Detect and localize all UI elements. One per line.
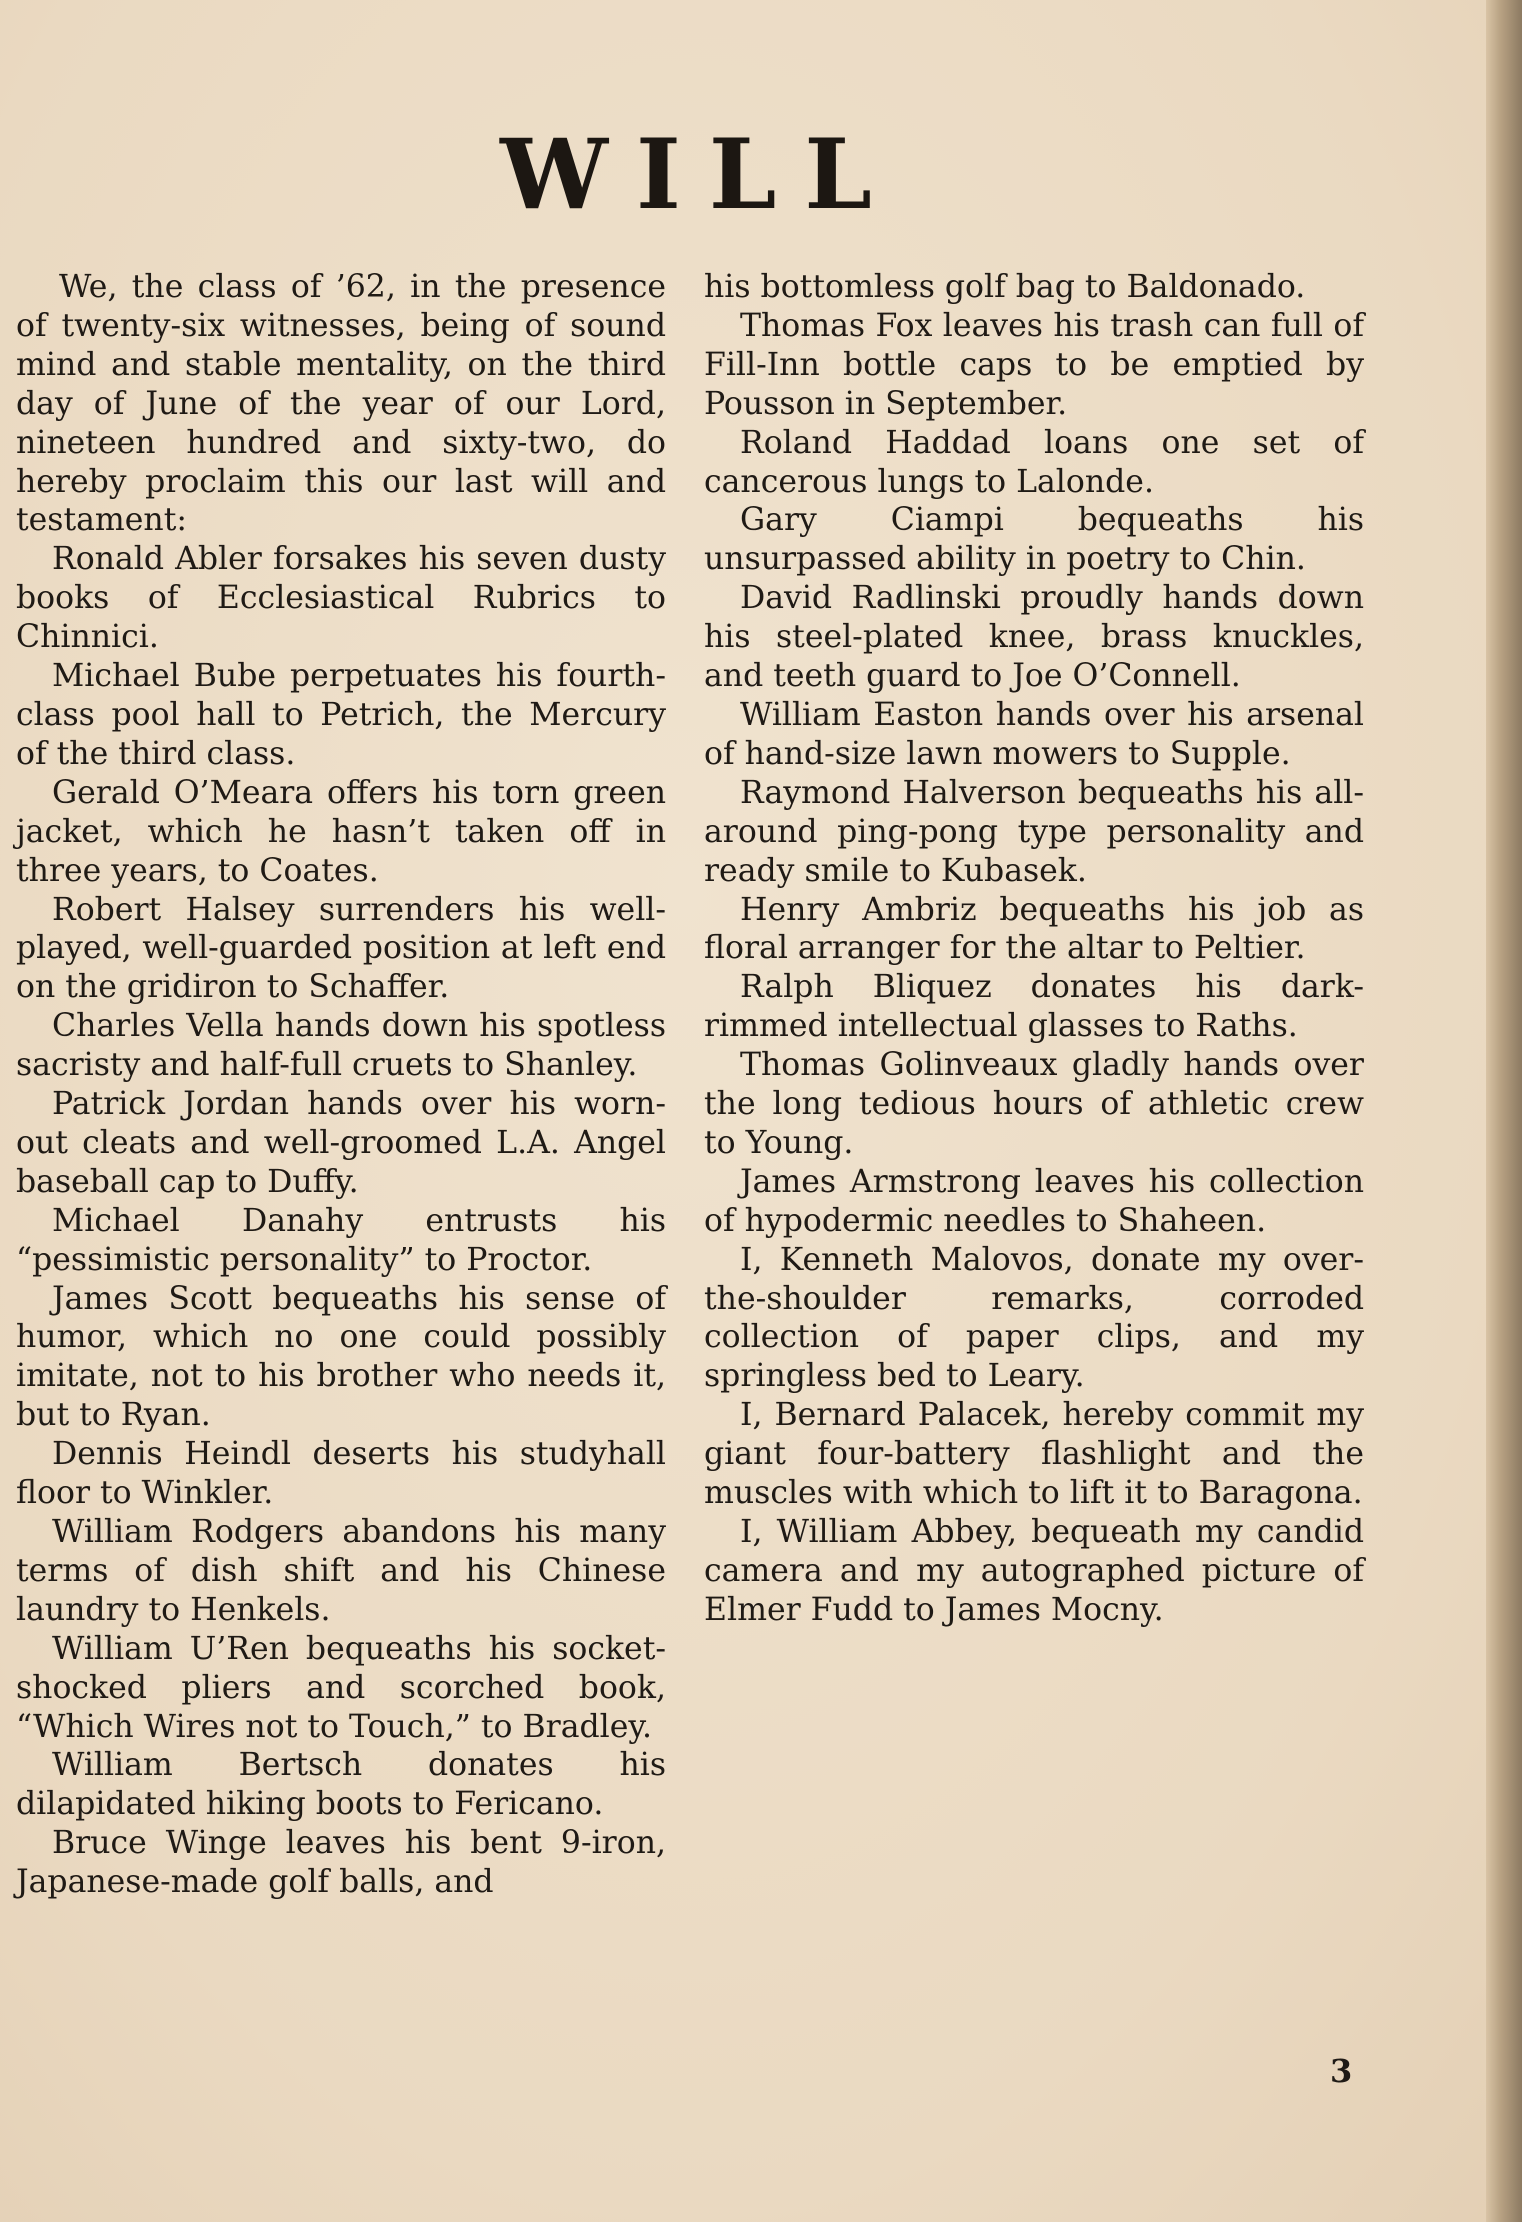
paragraph: I, Bernard Palacek, hereby commit my giant four-battery flashlight and the muscles with which to lift it to Baragona. [704,1397,1364,1512]
paragraph: William U’Ren bequeaths his socket-shocked pliers and scorched book, “Which Wires not to Touch,” to Bradley. [16,1630,666,1745]
paragraph: James Scott bequeaths his sense of humor, which no one could possibly imitate, not to his brother who needs it, but to Ryan. [16,1280,666,1434]
paragraph: We, the class of ’62, in the presence of twenty-six witnesses, being of sound mind and stable mentality, on the third day of June of the year of our Lord, nineteen hundred and sixty-two, do hereby proclaim this our last will and testament: [16,269,666,539]
binding-edge [1486,0,1522,2222]
paragraph: William Rodgers abandons his many terms of dish shift and his Chinese laundry to Henkels. [16,1514,666,1628]
paragraph: Dennis Heindl deserts his studyhall floor to Winkler. [16,1436,666,1512]
paragraph: William Easton hands over his arsenal of hand-size lawn mowers to Supple. [704,696,1364,772]
paragraph: Michael Bube perpetuates his fourth-class pool hall to Petrich, the Mercury of the third class. [16,658,666,772]
paragraph: Roland Haddad loans one set of cancerous lungs to Lalonde. [704,424,1364,500]
paragraph: Gerald O’Meara offers his torn green jacket, which he hasn’t taken off in three years, to Coates. [16,774,666,889]
paragraph: Ralph Bliquez donates his dark-rimmed intellectual glasses to Raths. [704,969,1364,1045]
paragraph: Thomas Fox leaves his trash can full of Fill-Inn bottle caps to be emptied by Pousson in September. [704,307,1364,422]
page-title: WILL [500,118,900,231]
page-number: 3 [1330,2052,1353,2090]
paragraph: James Armstrong leaves his collection of hypodermic needles to Shaheen. [704,1163,1364,1239]
paragraph: I, William Abbey, bequeath my candid camera and my autographed picture of Elmer Fudd to James Mocny. [704,1514,1364,1628]
paragraph: Charles Vella hands down his spotless sacristy and half-full cruets to Shanley. [16,1008,666,1084]
paragraph: I, Kenneth Malovos, donate my over-the-shoulder remarks, corroded collection of paper clips, and my springless bed to Leary. [704,1241,1364,1395]
paragraph: Robert Halsey surrenders his well-played, well-guarded position at left end on the gridiron to Schaffer. [16,891,666,1006]
paragraph: his bottomless golf bag to Baldonado. [704,269,1306,305]
paragraph: Patrick Jordan hands over his worn-out cleats and well-groomed L.A. Angel baseball cap to Duffy. [16,1086,666,1200]
paragraph: Gary Ciampi bequeaths his unsurpassed ability in poetry to Chin. [704,502,1364,578]
right-column [704,268,1364,1630]
paragraph: Henry Ambriz bequeaths his job as floral arranger for the altar to Peltier. [704,891,1364,967]
paragraph: Michael Danahy entrusts his “pessimistic personality” to Proctor. [16,1202,666,1278]
paragraph: Ronald Abler forsakes his seven dusty books of Ecclesiastical Rubrics to Chinnici. [16,541,666,656]
paragraph: Raymond Halverson bequeaths his all-around ping-pong type personality and ready smile to Kubasek. [704,774,1364,889]
paragraph: Thomas Golinveaux gladly hands over the long tedious hours of athletic crew to Young. [704,1047,1364,1161]
paragraph: David Radlinski proudly hands down his steel-plated knee, brass knuckles, and teeth guard to Joe O’Connell. [704,580,1364,695]
left-column [16,268,666,1902]
paragraph: Bruce Winge leaves his bent 9-iron, Japanese-made golf balls, and [16,1825,666,1901]
paragraph: William Bertsch donates his dilapidated hiking boots to Fericano. [16,1747,666,1823]
